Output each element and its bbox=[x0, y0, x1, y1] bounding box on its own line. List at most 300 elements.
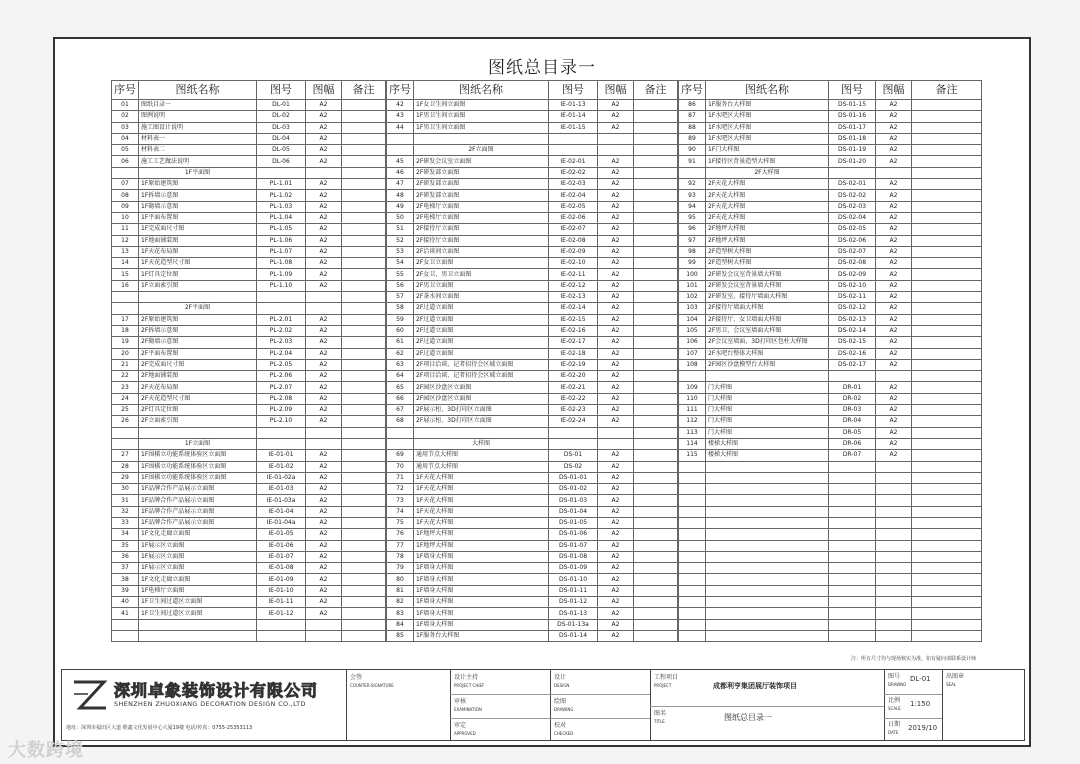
chief-label-en: PROJECT CHIEF bbox=[454, 683, 485, 688]
cell-code: DS-02-16 bbox=[829, 348, 876, 359]
cell-no: 08 bbox=[112, 190, 139, 201]
cell-name: 通用节点大样图 bbox=[414, 461, 549, 472]
draw-label: 绘图 bbox=[554, 698, 567, 705]
cell-code: IE-02-02 bbox=[549, 167, 598, 178]
table-row bbox=[387, 597, 678, 608]
cell-remark bbox=[634, 145, 678, 156]
cell-size: A2 bbox=[306, 258, 342, 269]
header-remark: 备注 bbox=[634, 81, 678, 100]
table-row bbox=[387, 280, 678, 291]
table-row bbox=[112, 235, 386, 246]
cell-code: IE-01-02 bbox=[257, 461, 306, 472]
scale-label: 比例 bbox=[888, 697, 901, 704]
cell-code: IE-01-15 bbox=[549, 122, 598, 133]
cell-size bbox=[306, 619, 342, 630]
cell-code: DS-02-17 bbox=[829, 359, 876, 370]
cell-remark bbox=[912, 393, 982, 404]
cell-name: 2F园区沙盘区立面图 bbox=[414, 393, 549, 404]
cell-no: 33 bbox=[112, 517, 139, 528]
table-row bbox=[112, 495, 386, 506]
cell-size bbox=[306, 427, 342, 438]
cell-name: 1F地坪大样图 bbox=[414, 529, 549, 540]
table-row bbox=[387, 201, 678, 212]
table-row bbox=[112, 382, 386, 393]
table-row bbox=[112, 529, 386, 540]
cell-name: 2F展示柜、3D打印区立面图 bbox=[414, 416, 549, 427]
cell-remark bbox=[912, 235, 982, 246]
cell-name: 1F接待区背景造型大样图 bbox=[706, 156, 829, 167]
cell-remark bbox=[912, 325, 982, 336]
cell-no: 102 bbox=[679, 292, 706, 303]
cell-name: 2F研发会议室立面图 bbox=[414, 156, 549, 167]
cell-name: 2F平面布置图 bbox=[139, 348, 257, 359]
cell-name: 1F文化走廊立面图 bbox=[139, 529, 257, 540]
footnote: 注：所有尺寸均与现场核实为准，如有疑问请联系设计师 bbox=[851, 656, 977, 662]
table-row bbox=[112, 574, 386, 585]
cell-remark bbox=[634, 438, 678, 449]
date-label-en: DATE bbox=[888, 730, 899, 735]
cell-size: A2 bbox=[598, 450, 634, 461]
cell-remark bbox=[342, 405, 386, 416]
cell-name: 2F砌墙示意图 bbox=[139, 337, 257, 348]
table-row bbox=[679, 111, 982, 122]
cell-no bbox=[112, 619, 139, 630]
cell-name: 2F女卫立面图 bbox=[414, 258, 549, 269]
cell-remark bbox=[342, 167, 386, 178]
cell-code bbox=[829, 619, 876, 630]
cell-remark bbox=[912, 472, 982, 483]
watermark: 大数跨境 bbox=[8, 740, 84, 761]
cell-code: DS-01-01 bbox=[549, 472, 598, 483]
cell-remark bbox=[634, 167, 678, 178]
cell-size: A2 bbox=[598, 608, 634, 619]
table-row bbox=[112, 224, 386, 235]
cell-no: 16 bbox=[112, 280, 139, 291]
cell-size: A2 bbox=[306, 325, 342, 336]
cell-name: 2F天花大样图 bbox=[706, 212, 829, 223]
cell-size: A2 bbox=[306, 100, 342, 111]
cell-size: A2 bbox=[876, 156, 912, 167]
table-row bbox=[679, 292, 982, 303]
cell-remark bbox=[634, 484, 678, 495]
cell-code: IE-01-10 bbox=[257, 585, 306, 596]
table-row bbox=[387, 405, 678, 416]
cell-code: DS-01-03 bbox=[549, 495, 598, 506]
cell-remark bbox=[634, 269, 678, 280]
cell-code: DR-06 bbox=[829, 438, 876, 449]
table-row bbox=[112, 597, 386, 608]
cell-size: A2 bbox=[306, 246, 342, 257]
cell-remark bbox=[912, 190, 982, 201]
cell-remark bbox=[912, 212, 982, 223]
cell-name: 1F墙身大样图 bbox=[414, 619, 549, 630]
cell-no bbox=[679, 371, 706, 382]
header-remark: 备注 bbox=[912, 81, 982, 100]
design-label-en: DESIGN bbox=[554, 683, 570, 688]
cell-code: IE-01-04 bbox=[257, 506, 306, 517]
cell-size: A2 bbox=[876, 246, 912, 257]
cell-name: 2F接待厅墙面大样图 bbox=[706, 303, 829, 314]
cell-size: A2 bbox=[306, 179, 342, 190]
cell-remark bbox=[342, 212, 386, 223]
cell-code bbox=[549, 438, 598, 449]
cell-size: A2 bbox=[598, 269, 634, 280]
cell-size: A2 bbox=[598, 258, 634, 269]
table-row bbox=[679, 314, 982, 325]
cell-remark bbox=[634, 111, 678, 122]
cell-remark bbox=[342, 461, 386, 472]
cell-no bbox=[387, 427, 414, 438]
cell-no: 19 bbox=[112, 337, 139, 348]
cell-no bbox=[679, 630, 706, 641]
cell-remark bbox=[342, 359, 386, 370]
cell-remark bbox=[634, 348, 678, 359]
cell-no bbox=[679, 472, 706, 483]
design-label: 设计 bbox=[554, 674, 567, 681]
table-row bbox=[112, 540, 386, 551]
chief-label: 设计主持 bbox=[454, 674, 479, 681]
cell-name: 2F天花大样图 bbox=[706, 179, 829, 190]
cell-no: 21 bbox=[112, 359, 139, 370]
index-table-1 bbox=[111, 80, 386, 642]
cell-code bbox=[549, 427, 598, 438]
cell-name: 1F墙身大样图 bbox=[414, 608, 549, 619]
cell-code: IE-01-07 bbox=[257, 551, 306, 562]
index-header-row bbox=[112, 81, 386, 100]
cell-size bbox=[876, 574, 912, 585]
cell-size: A2 bbox=[876, 100, 912, 111]
table-row bbox=[112, 145, 386, 156]
cell-size: A2 bbox=[598, 551, 634, 562]
cell-no bbox=[112, 427, 139, 438]
cell-code: IE-02-22 bbox=[549, 393, 598, 404]
table-row bbox=[387, 461, 678, 472]
cell-code: PL-2.03 bbox=[257, 337, 306, 348]
cell-no bbox=[387, 145, 414, 156]
cell-no: 69 bbox=[387, 450, 414, 461]
cell-code: IE-02-24 bbox=[549, 416, 598, 427]
cell-remark bbox=[342, 484, 386, 495]
cell-size: A2 bbox=[306, 111, 342, 122]
cell-no: 29 bbox=[112, 472, 139, 483]
table-row bbox=[679, 619, 982, 630]
cell-size bbox=[306, 438, 342, 449]
table-row bbox=[387, 100, 678, 111]
cell-no: 111 bbox=[679, 405, 706, 416]
cell-code: IE-01-01 bbox=[257, 450, 306, 461]
cell-code: DS-01-02 bbox=[549, 484, 598, 495]
cell-name: 1F电梯厅立面图 bbox=[139, 585, 257, 596]
cell-size: A2 bbox=[598, 156, 634, 167]
cell-name: 门大样图 bbox=[706, 405, 829, 416]
cell-size bbox=[876, 608, 912, 619]
cell-size: A2 bbox=[876, 438, 912, 449]
cell-remark bbox=[912, 179, 982, 190]
cell-code: PL-2.10 bbox=[257, 416, 306, 427]
table-row bbox=[112, 484, 386, 495]
cell-size: A2 bbox=[598, 348, 634, 359]
table-row bbox=[112, 258, 386, 269]
cell-size bbox=[598, 427, 634, 438]
cell-name: 1F天花大样图 bbox=[414, 517, 549, 528]
table-row bbox=[387, 450, 678, 461]
table-row bbox=[387, 484, 678, 495]
cell-name: 2F天花大样图 bbox=[706, 201, 829, 212]
cell-name: 1F平面图 bbox=[139, 167, 257, 178]
table-row bbox=[112, 179, 386, 190]
table-row bbox=[679, 145, 982, 156]
cell-size: A2 bbox=[598, 235, 634, 246]
cell-remark bbox=[342, 258, 386, 269]
table-row bbox=[387, 540, 678, 551]
table-row bbox=[112, 517, 386, 528]
cell-remark bbox=[342, 179, 386, 190]
cell-code bbox=[829, 597, 876, 608]
cell-name bbox=[706, 563, 829, 574]
cell-name: 1F墙身大样图 bbox=[414, 563, 549, 574]
cell-remark bbox=[634, 540, 678, 551]
cell-name: 1F品牌合作产品展示立面图 bbox=[139, 484, 257, 495]
cell-code bbox=[257, 427, 306, 438]
cell-size: A2 bbox=[876, 111, 912, 122]
cell-remark bbox=[634, 529, 678, 540]
cell-remark bbox=[912, 484, 982, 495]
cell-size bbox=[306, 303, 342, 314]
cell-code: DS-01-13 bbox=[549, 608, 598, 619]
table-row bbox=[387, 133, 678, 144]
drawing-name: 图纸总目录一 bbox=[724, 713, 772, 722]
cell-remark bbox=[912, 292, 982, 303]
cell-no: 06 bbox=[112, 156, 139, 167]
exam-label-en: EXAMINATION bbox=[454, 707, 482, 712]
cell-name: 1F完成面尺寸图 bbox=[139, 224, 257, 235]
cell-size bbox=[876, 597, 912, 608]
table-row bbox=[679, 540, 982, 551]
table-row bbox=[387, 258, 678, 269]
cell-no: 83 bbox=[387, 608, 414, 619]
cell-code bbox=[829, 529, 876, 540]
cell-remark bbox=[342, 111, 386, 122]
table-row bbox=[112, 551, 386, 562]
table-row bbox=[112, 585, 386, 596]
stamp-label: 出图章 bbox=[946, 673, 965, 680]
cell-no: 31 bbox=[112, 495, 139, 506]
cell-code: DL-04 bbox=[257, 133, 306, 144]
cell-code: PL-1.02 bbox=[257, 190, 306, 201]
cell-name: 2F项目洽谈、记者招待会区域立面图 bbox=[414, 371, 549, 382]
table-row bbox=[112, 359, 386, 370]
cell-code: IE-01-09 bbox=[257, 574, 306, 585]
cell-size: A2 bbox=[306, 201, 342, 212]
cell-remark bbox=[912, 619, 982, 630]
cell-name: 2F地坪大样图 bbox=[706, 235, 829, 246]
table-row bbox=[387, 495, 678, 506]
cell-name: 2F立面索引图 bbox=[139, 416, 257, 427]
cell-remark bbox=[912, 574, 982, 585]
cell-size: A2 bbox=[598, 574, 634, 585]
cell-name bbox=[706, 472, 829, 483]
cell-name: 2F天花造型尺寸图 bbox=[139, 393, 257, 404]
cell-remark bbox=[634, 258, 678, 269]
cell-size: A2 bbox=[306, 280, 342, 291]
cell-name: 2F接待厅立面图 bbox=[414, 224, 549, 235]
cell-no: 61 bbox=[387, 337, 414, 348]
cell-code bbox=[829, 461, 876, 472]
cell-name bbox=[706, 461, 829, 472]
cell-size: A2 bbox=[876, 269, 912, 280]
cell-name bbox=[139, 292, 257, 303]
cell-size: A2 bbox=[876, 190, 912, 201]
cell-size: A2 bbox=[306, 551, 342, 562]
cell-code: PL-2.07 bbox=[257, 382, 306, 393]
cell-no: 47 bbox=[387, 179, 414, 190]
header-code: 图号 bbox=[549, 81, 598, 100]
cell-remark bbox=[342, 156, 386, 167]
cell-name: 材料表二 bbox=[139, 145, 257, 156]
cell-code: DS-02-05 bbox=[829, 224, 876, 235]
cell-size: A2 bbox=[598, 529, 634, 540]
cell-code bbox=[829, 167, 876, 178]
cell-size: A2 bbox=[876, 235, 912, 246]
cell-remark bbox=[634, 630, 678, 641]
cell-code: DS-02-02 bbox=[829, 190, 876, 201]
cell-remark bbox=[912, 201, 982, 212]
cell-size: A2 bbox=[306, 212, 342, 223]
table-row bbox=[112, 314, 386, 325]
cell-remark bbox=[342, 325, 386, 336]
cell-name: 1F砌墙示意图 bbox=[139, 201, 257, 212]
table-row bbox=[112, 190, 386, 201]
cell-code bbox=[549, 145, 598, 156]
cell-remark bbox=[342, 303, 386, 314]
cell-remark bbox=[634, 393, 678, 404]
cell-remark bbox=[634, 224, 678, 235]
table-row bbox=[679, 235, 982, 246]
table-row bbox=[679, 325, 982, 336]
cell-no: 42 bbox=[387, 100, 414, 111]
cell-name: 2F造型树大样图 bbox=[706, 258, 829, 269]
section-row bbox=[387, 438, 678, 449]
cell-no: 26 bbox=[112, 416, 139, 427]
check-label-en: CHECKED bbox=[554, 731, 574, 736]
drawing-index bbox=[111, 80, 982, 642]
cell-remark bbox=[634, 359, 678, 370]
cell-code: IE-02-19 bbox=[549, 359, 598, 370]
cell-size bbox=[876, 484, 912, 495]
table-row bbox=[387, 224, 678, 235]
cell-name: 1F男卫生间立面图 bbox=[414, 122, 549, 133]
cell-name: 2F水吧台整体大样图 bbox=[706, 348, 829, 359]
cell-no: 43 bbox=[387, 111, 414, 122]
table-row bbox=[387, 325, 678, 336]
cell-remark bbox=[634, 314, 678, 325]
cell-name: 1F天花布局图 bbox=[139, 246, 257, 257]
cell-no: 109 bbox=[679, 382, 706, 393]
table-row bbox=[679, 427, 982, 438]
cell-remark bbox=[634, 585, 678, 596]
cell-code bbox=[257, 167, 306, 178]
cell-remark bbox=[634, 246, 678, 257]
cell-remark bbox=[634, 156, 678, 167]
table-row bbox=[679, 348, 982, 359]
cell-no bbox=[679, 585, 706, 596]
cell-name: 2F研发部立面图 bbox=[414, 190, 549, 201]
cell-name bbox=[706, 506, 829, 517]
cell-no: 86 bbox=[679, 100, 706, 111]
project-label: 工程项目 bbox=[654, 674, 679, 681]
cell-no: 46 bbox=[387, 167, 414, 178]
cell-name: 2F过道立面图 bbox=[414, 337, 549, 348]
cell-code: DR-02 bbox=[829, 393, 876, 404]
cell-remark bbox=[342, 438, 386, 449]
project-name: 成都利亨集团展厅装饰项目 bbox=[713, 682, 797, 690]
table-row bbox=[679, 269, 982, 280]
cell-remark bbox=[912, 461, 982, 472]
cell-no: 24 bbox=[112, 393, 139, 404]
cell-size: A2 bbox=[876, 201, 912, 212]
cell-no: 73 bbox=[387, 495, 414, 506]
cell-code: PL-2.01 bbox=[257, 314, 306, 325]
cell-code bbox=[829, 484, 876, 495]
cell-remark bbox=[912, 359, 982, 370]
cell-size: A2 bbox=[306, 484, 342, 495]
draw-label-en: DRAWING bbox=[554, 707, 574, 712]
cell-size bbox=[876, 371, 912, 382]
table-row bbox=[112, 619, 386, 630]
cell-size: A2 bbox=[306, 371, 342, 382]
cell-code: PL-2.06 bbox=[257, 371, 306, 382]
cell-no: 105 bbox=[679, 325, 706, 336]
cell-no: 99 bbox=[679, 258, 706, 269]
cell-size: A2 bbox=[306, 563, 342, 574]
cell-size: A2 bbox=[598, 371, 634, 382]
cell-name: 2F会议室墙面、3D打印区包柱大样图 bbox=[706, 337, 829, 348]
cell-code bbox=[549, 133, 598, 144]
cell-size bbox=[876, 472, 912, 483]
table-row bbox=[387, 156, 678, 167]
cell-name bbox=[706, 529, 829, 540]
index-header-row bbox=[679, 81, 982, 100]
cell-size: A2 bbox=[306, 133, 342, 144]
cell-size: A2 bbox=[876, 348, 912, 359]
cell-code: DL-05 bbox=[257, 145, 306, 156]
header-name: 图纸名称 bbox=[139, 81, 257, 100]
cell-no bbox=[387, 133, 414, 144]
cell-remark bbox=[634, 201, 678, 212]
cell-code: IE-01-11 bbox=[257, 597, 306, 608]
table-row bbox=[112, 122, 386, 133]
cell-remark bbox=[634, 461, 678, 472]
table-row bbox=[679, 303, 982, 314]
exam-label: 审核 bbox=[454, 698, 467, 705]
cell-remark bbox=[912, 122, 982, 133]
date-label: 日期 bbox=[888, 721, 901, 728]
cell-remark bbox=[342, 393, 386, 404]
cell-no: 44 bbox=[387, 122, 414, 133]
cell-code: DS-02-10 bbox=[829, 280, 876, 291]
cell-remark bbox=[634, 551, 678, 562]
cell-no: 96 bbox=[679, 224, 706, 235]
cell-size bbox=[876, 563, 912, 574]
table-row bbox=[387, 314, 678, 325]
cell-size: A2 bbox=[598, 314, 634, 325]
cell-name: 2F地坪大样图 bbox=[706, 224, 829, 235]
cell-no: 49 bbox=[387, 201, 414, 212]
cell-name bbox=[706, 630, 829, 641]
cell-no: 106 bbox=[679, 337, 706, 348]
table-row bbox=[679, 382, 982, 393]
cell-remark bbox=[634, 563, 678, 574]
